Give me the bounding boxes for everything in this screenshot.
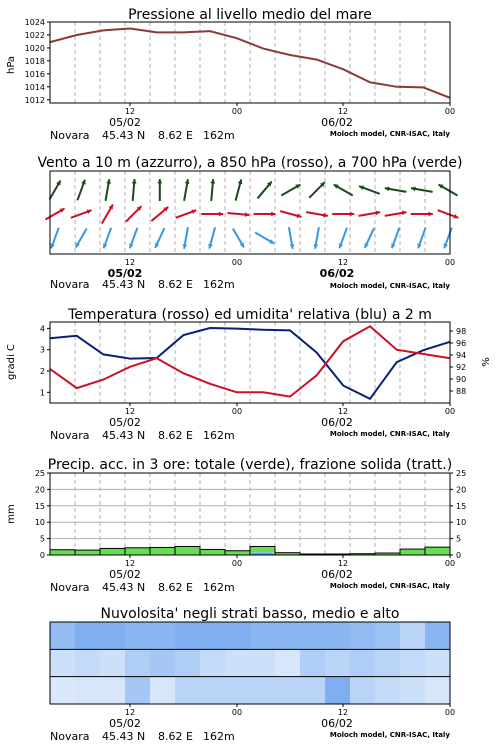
wind-barb-10m (391, 228, 399, 249)
y-tick-label: 20 (34, 485, 45, 495)
y-tick-label: 0 (39, 551, 45, 560)
cloud-cell (425, 649, 451, 676)
cloud-cell (50, 649, 76, 676)
cloud-cell (300, 649, 326, 676)
cloud-cell (75, 677, 101, 704)
y-tick-label: 10 (456, 518, 467, 528)
wind-barb-700 (438, 185, 457, 196)
wind-barb-700 (132, 179, 137, 201)
wind-barb-10m (129, 228, 137, 249)
station-lon: 8.62 E (158, 278, 193, 291)
cloud-cell (75, 622, 101, 649)
cloud-cell (375, 677, 401, 704)
x-tick-label: 12 (337, 258, 349, 267)
cloud-cell (225, 677, 251, 704)
wind-barb-700 (210, 179, 215, 201)
cloud-cell (75, 649, 101, 676)
station-name: Novara (50, 278, 90, 291)
wind-barb-10m (339, 228, 347, 249)
x-tick-label: 00 (444, 258, 456, 267)
wind-barb-head (245, 212, 250, 217)
cloud-cell (175, 677, 201, 704)
cloud-cell (375, 649, 401, 676)
cloud-cell (275, 649, 301, 676)
title-pressure: Pressione al livello medio del mare (128, 7, 372, 23)
credit-label: Moloch model, CNR-ISAC, Italy (329, 731, 450, 739)
wind-barb-700 (411, 186, 433, 191)
panel-wind (37, 155, 462, 291)
ylabel-humidity: % (481, 357, 492, 367)
y-tick-label: 4 (39, 324, 45, 334)
wind-barb-700 (236, 179, 243, 200)
wind-barb-850 (438, 210, 459, 218)
cloud-cell (325, 677, 351, 704)
cloud-cell (225, 622, 251, 649)
panel-clouds (50, 606, 455, 743)
y-tick-label: 1016 (24, 69, 45, 79)
wind-barb-700 (184, 179, 189, 201)
wind-barb-850 (126, 206, 142, 222)
cloud-cell (125, 649, 151, 676)
plot-frame (50, 22, 450, 103)
date-label: 06/02 (321, 568, 353, 581)
y-tick-label: 88 (456, 387, 467, 396)
wind-barb-10m (103, 228, 111, 249)
precip-bar (225, 551, 250, 555)
wind-barb-10m (417, 228, 425, 249)
wind-barb-850 (176, 209, 197, 217)
wind-barb-850 (359, 210, 381, 215)
precip-bar (425, 547, 450, 555)
x-tick-label: 00 (444, 107, 456, 116)
wind-barb-10m (443, 228, 451, 249)
station-elev: 162m (203, 730, 235, 743)
precip-bar (150, 547, 175, 555)
x-tick-label: 12 (124, 258, 136, 267)
plot-frame (50, 473, 450, 555)
y-tick-label: 10 (34, 518, 45, 528)
x-tick-label: 00 (231, 708, 243, 717)
cloud-cell (200, 677, 226, 704)
wind-barb-head (132, 179, 137, 184)
cloud-cell (350, 649, 376, 676)
cloud-cell (150, 677, 176, 704)
wind-barb-850 (280, 211, 301, 218)
x-tick-label: 12 (337, 708, 349, 717)
cloud-cell (350, 622, 376, 649)
wind-barb-850 (102, 204, 113, 223)
credit-label: Moloch model, CNR-ISAC, Italy (329, 130, 450, 138)
wind-barb-head (428, 212, 432, 217)
y-tick-label: 90 (456, 375, 467, 384)
cloud-cell (325, 622, 351, 649)
credit-label: Moloch model, CNR-ISAC, Italy (329, 430, 450, 438)
precip-bar (200, 549, 225, 555)
x-tick-label: 12 (337, 107, 349, 116)
x-tick-label: 12 (337, 407, 349, 416)
station-elev: 162m (203, 129, 235, 142)
cloud-cell (325, 649, 351, 676)
cloud-cell (175, 649, 201, 676)
station-elev: 162m (203, 278, 235, 291)
precip-bar (125, 548, 150, 555)
x-tick-label: 00 (444, 559, 456, 568)
date-label: 06/02 (319, 267, 355, 280)
station-lat: 45.43 N (102, 278, 146, 291)
cloud-cell (250, 649, 276, 676)
station-lon: 8.62 E (158, 429, 193, 442)
wind-barb-head (219, 212, 223, 217)
wind-barb-850 (45, 209, 64, 220)
wind-barb-850 (385, 210, 407, 215)
cloud-cell (400, 649, 426, 676)
title-precipitation: Precip. acc. in 3 ore: totale (verde), frazione solida (tratt.) (47, 457, 453, 473)
wind-barb-850 (306, 212, 328, 217)
x-tick-label: 00 (444, 407, 456, 416)
x-tick-label: 00 (231, 258, 243, 267)
y-tick-label: 98 (456, 327, 467, 336)
date-label: 06/02 (321, 416, 353, 429)
date-label: 05/02 (109, 717, 141, 730)
ylabel-pressure: hPa (6, 55, 17, 75)
cloud-cell (125, 677, 151, 704)
y-tick-label: 92 (456, 363, 467, 372)
wind-barb-10m (255, 233, 274, 244)
cloud-cell (375, 622, 401, 649)
wind-barb-850 (227, 212, 249, 217)
wind-barb-700 (77, 180, 85, 201)
cloud-cell (200, 622, 226, 649)
wind-barb-700 (157, 179, 162, 201)
cloud-cell (275, 677, 301, 704)
credit-label: Moloch model, CNR-ISAC, Italy (329, 282, 450, 290)
cloud-cell (400, 622, 426, 649)
cloud-cell (300, 622, 326, 649)
station-lat: 45.43 N (102, 730, 146, 743)
station-name: Novara (50, 730, 90, 743)
x-tick-label: 12 (124, 107, 136, 116)
ylabel-precipitation: mm (6, 504, 17, 524)
y-tick-label: 15 (34, 501, 45, 511)
station-lon: 8.62 E (158, 129, 193, 142)
cloud-cell (100, 649, 126, 676)
y-tick-label: 2 (39, 367, 45, 377)
date-label: 05/02 (109, 568, 141, 581)
station-lat: 45.43 N (102, 429, 146, 442)
x-tick-label: 12 (124, 407, 136, 416)
wind-barb-head (350, 212, 354, 217)
cloud-cell (400, 677, 426, 704)
wind-barb-10m (76, 228, 87, 247)
wind-barb-700 (359, 185, 380, 193)
wind-barb-10m (289, 227, 294, 249)
cloud-cell (300, 677, 326, 704)
cloud-cell (200, 649, 226, 676)
date-label: 05/02 (107, 267, 143, 280)
wind-barb-10m (313, 227, 318, 249)
wind-barb-700 (258, 182, 272, 199)
ylabel-temperature: gradi C (6, 344, 17, 380)
wind-barb-700 (309, 182, 325, 198)
x-tick-label: 12 (124, 559, 136, 568)
station-name: Novara (50, 129, 90, 142)
credit-label: Moloch model, CNR-ISAC, Italy (329, 582, 450, 590)
cloud-cell (225, 649, 251, 676)
cloud-cell (100, 622, 126, 649)
x-tick-label: 00 (231, 559, 243, 568)
y-tick-label: 5 (39, 534, 45, 544)
wind-barb-700 (50, 180, 61, 199)
wind-barb-10m (233, 228, 244, 247)
wind-barb-850 (332, 212, 354, 217)
precip-bar (75, 550, 100, 555)
wind-barb-head (157, 179, 162, 183)
cloud-cell (50, 677, 76, 704)
panel-pressure (6, 7, 455, 142)
cloud-cell (125, 622, 151, 649)
x-tick-label: 12 (124, 708, 136, 717)
x-tick-label: 00 (231, 407, 243, 416)
cloud-cell (50, 622, 76, 649)
precip-bar (100, 548, 125, 555)
cloud-cell (250, 677, 276, 704)
y-tick-label: 25 (34, 469, 45, 478)
station-lon: 8.62 E (158, 581, 193, 594)
date-label: 05/02 (109, 116, 141, 129)
y-tick-label: 1018 (24, 56, 45, 66)
cloud-cell (425, 677, 451, 704)
y-tick-label: 1020 (24, 43, 45, 53)
cloud-cell (350, 677, 376, 704)
station-elev: 162m (203, 429, 235, 442)
title-temperature: Temperatura (rosso) ed umidita' relativa (blu) a 2 m (68, 307, 432, 323)
wind-barb-700 (281, 185, 300, 196)
wind-barb-850 (71, 209, 92, 217)
cloud-cell (150, 622, 176, 649)
wind-barb-10m (208, 227, 215, 248)
plot-frame (50, 322, 450, 403)
wind-barb-850 (411, 212, 433, 217)
y-tick-label: 3 (39, 345, 45, 355)
cloud-cell (100, 677, 126, 704)
wind-barb-700 (105, 179, 110, 201)
x-tick-label: 00 (231, 107, 243, 116)
wind-barb-850 (254, 212, 276, 217)
title-wind: Vento a 10 m (azzurro), a 850 hPa (rosso), a 700 hPa (verde) (37, 155, 463, 171)
y-tick-label: 20 (456, 485, 467, 495)
precip-bar (50, 550, 75, 555)
y-tick-label: 1014 (24, 82, 45, 92)
y-tick-label: 5 (456, 534, 462, 544)
x-tick-label: 12 (337, 559, 349, 568)
station-name: Novara (50, 581, 90, 594)
wind-barb-10m (364, 228, 374, 248)
y-tick-label: 1 (39, 388, 45, 398)
cloud-cell (425, 622, 451, 649)
cloud-cell (175, 622, 201, 649)
y-tick-label: 0 (456, 551, 462, 560)
title-clouds: Nuvolosita' negli strati basso, medio e alto (100, 606, 400, 622)
cloud-cell (150, 649, 176, 676)
y-tick-label: 94 (456, 351, 467, 360)
wind-barb-10m (182, 227, 187, 249)
wind-barb-10m (50, 228, 58, 249)
panel-precipitation (6, 457, 466, 594)
wind-barb-10m (155, 228, 165, 248)
station-elev: 162m (203, 581, 235, 594)
wind-barb-850 (151, 207, 168, 221)
date-label: 06/02 (321, 717, 353, 730)
y-tick-label: 1022 (24, 30, 45, 40)
station-lat: 45.43 N (102, 129, 146, 142)
y-tick-label: 1024 (24, 18, 45, 27)
precip-bar (400, 549, 425, 555)
wind-barb-head (210, 179, 215, 184)
x-tick-label: 00 (444, 708, 456, 717)
date-label: 06/02 (321, 116, 353, 129)
y-tick-label: 96 (456, 339, 467, 348)
y-tick-label: 25 (456, 469, 467, 478)
station-lat: 45.43 N (102, 581, 146, 594)
y-tick-label: 1012 (24, 95, 45, 105)
wind-barb-700 (385, 186, 407, 191)
panel-temperature (6, 307, 492, 442)
station-name: Novara (50, 429, 90, 442)
cloud-cell (275, 622, 301, 649)
precip-bar (175, 546, 200, 555)
station-lon: 8.62 E (158, 730, 193, 743)
date-label: 05/02 (109, 416, 141, 429)
cloud-cell (250, 622, 276, 649)
wind-barb-850 (201, 212, 223, 217)
y-tick-label: 15 (456, 501, 467, 511)
